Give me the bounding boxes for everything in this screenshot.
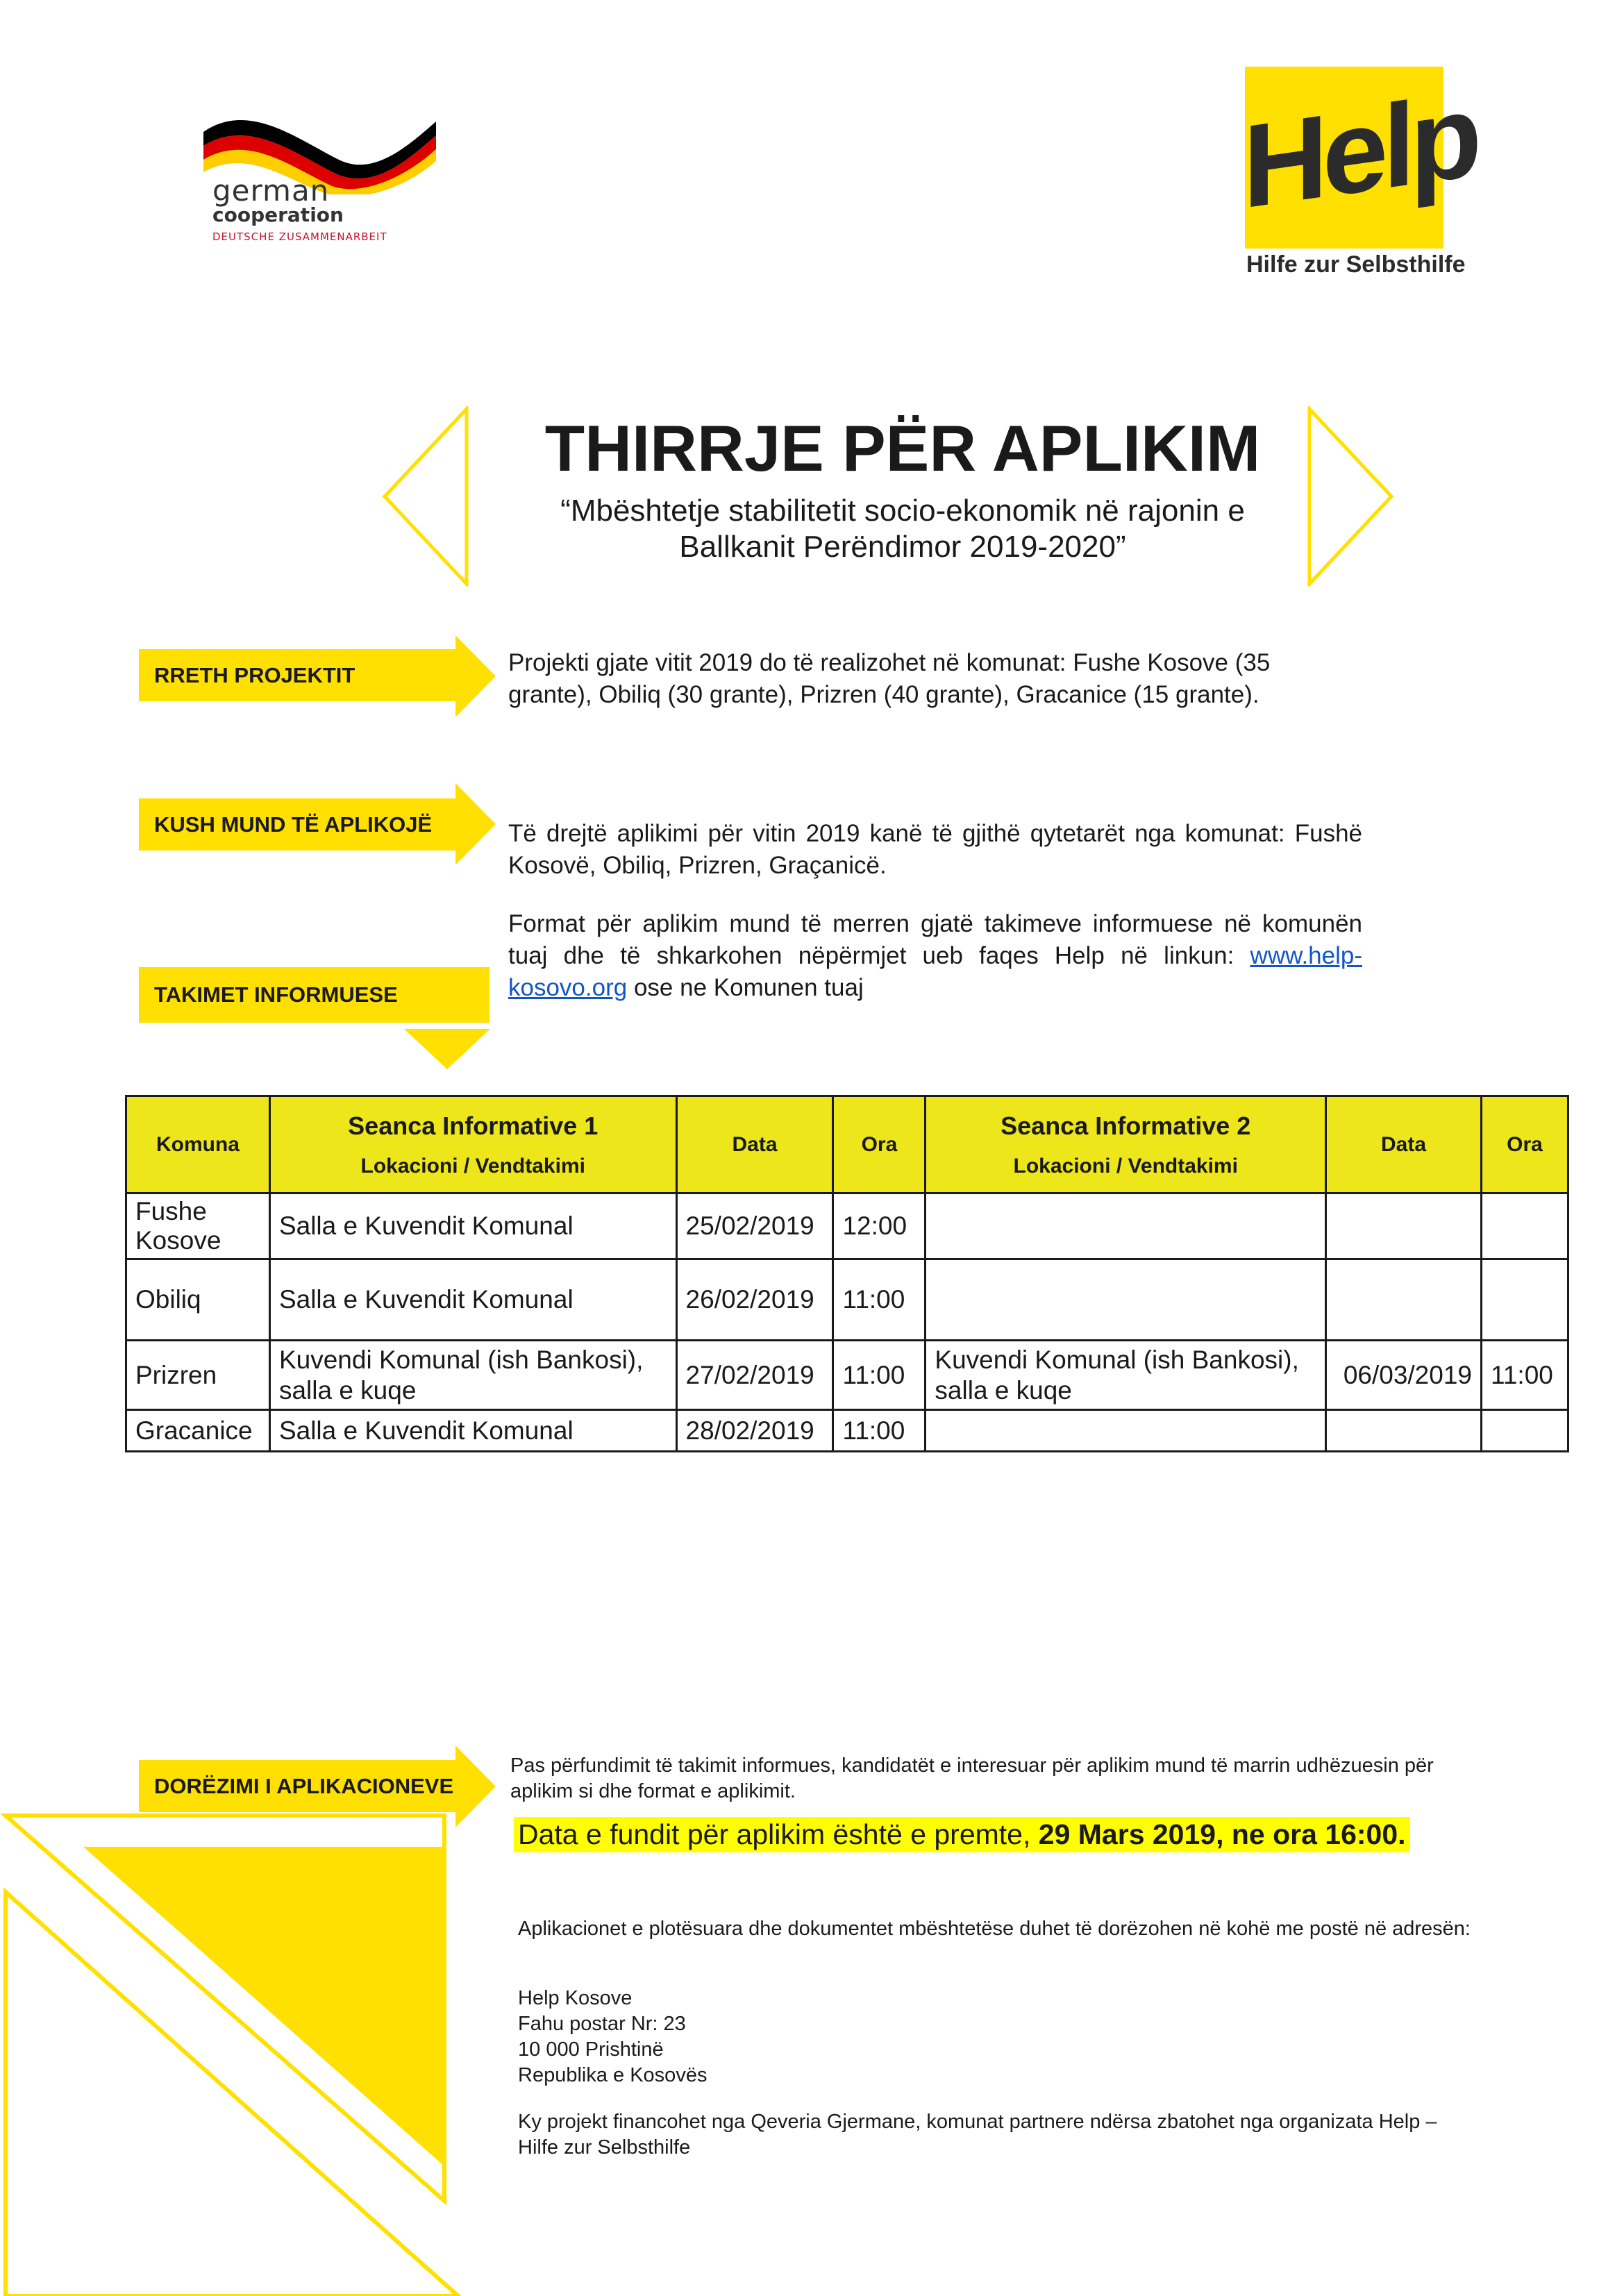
dorezimi-text: Pas përfundimit të takimit informues, kandidatët e interesuar për aplikim mund të marrin udhëzuesin për aplikim si dhe format e aplikimit.: [510, 1754, 1434, 1802]
cell-komuna: Gracanice: [126, 1410, 270, 1452]
cell-time-1: 11:00: [833, 1259, 926, 1341]
cell-date-1: 27/02/2019: [676, 1341, 833, 1410]
section-label-kush: [139, 798, 455, 850]
cell-location-1: Kuvendi Komunal (ish Bankosi), salla e kuqe: [269, 1341, 676, 1410]
cell-location-1: Salla e Kuvendit Komunal: [269, 1259, 676, 1341]
help-kosovo-link[interactable]: www.help-kosovo.org: [508, 942, 1362, 1001]
cell-komuna: Prizren: [126, 1341, 270, 1410]
cell-date-2: [1326, 1410, 1482, 1452]
header-session-2-title: Seanca Informative 2: [1001, 1111, 1251, 1140]
arrow-down-icon: [404, 1029, 490, 1071]
cell-time-1: 12:00: [833, 1193, 926, 1259]
page-subtitle: [389, 493, 1416, 565]
german-cooperation-logo-text: cooperation: [212, 203, 344, 226]
address-line: Help Kosove: [518, 1987, 633, 2009]
header-ora-2: Ora: [1482, 1096, 1568, 1193]
cell-date-1: 26/02/2019: [676, 1259, 833, 1341]
subtitle-line: Ballkanit Perëndimor 2019-2020”: [679, 530, 1126, 564]
deadline-text: Data e fundit për aplikim është e premte,: [518, 1818, 1039, 1850]
header-session-1: [269, 1096, 676, 1193]
cell-date-1: 28/02/2019: [676, 1410, 833, 1452]
arrow-right-icon: [455, 783, 497, 865]
cell-time-1: 11:00: [833, 1341, 926, 1410]
cell-date-2: 06/03/2019: [1326, 1341, 1482, 1410]
header-ora-1: Ora: [833, 1096, 926, 1193]
takimet-text-body: Format për aplikim mund të merren gjatë takimeve informuese në komunën tuaj dhe të shkarkohen nëpërmjet ueb faqes Help në linkun:: [508, 910, 1362, 969]
section-label-text: TAKIMET INFORMUESE: [154, 982, 398, 1007]
deadline-date: 29 Mars 2019, ne ora 16:00.: [1038, 1818, 1406, 1850]
address-line: Republika e Kosovës: [518, 2064, 708, 2086]
cell-komuna: Fushe Kosove: [126, 1193, 270, 1259]
cell-location-2: Kuvendi Komunal (ish Bankosi), salla e kuqe: [926, 1341, 1326, 1410]
cell-date-1: 25/02/2019: [676, 1193, 833, 1259]
cell-location-2: [926, 1259, 1326, 1341]
table-row: [126, 1259, 1568, 1341]
section-label-text: RRETH PROJEKTIT: [154, 662, 355, 687]
cell-time-2: 11:00: [1482, 1341, 1568, 1410]
table-row: [126, 1410, 1568, 1452]
section-label-text: KUSH MUND TË APLIKOJË: [154, 812, 433, 837]
rreth-text: [508, 647, 1362, 711]
help-logo-word: Help: [1243, 69, 1477, 234]
address-line: Fahu postar Nr: 23: [518, 2013, 686, 2035]
cell-time-1: 11:00: [833, 1410, 926, 1452]
subtitle-line: “Mbështetje stabilitetit socio-ekonomik në rajonin e: [560, 494, 1245, 528]
rreth-text-line: grante), Obiliq (30 grante), Prizren (40 grante), Gracanice (15 grante).: [508, 681, 1259, 708]
header-session-1-title: Seanca Informative 1: [348, 1111, 598, 1140]
section-label-text: DORËZIMI I APLIKACIONEVE: [154, 1773, 454, 1798]
takimet-text-tail: ose ne Komunen tuaj: [627, 974, 864, 1001]
footer-intro: Aplikacionet e plotësuara dhe dokumentet mbështetëse duhet të dorëzohen në kohë me postë në adresën:: [518, 1918, 1471, 1940]
cell-location-2: [926, 1410, 1326, 1452]
cell-location-1: Salla e Kuvendit Komunal: [269, 1410, 676, 1452]
table-row: [126, 1193, 1568, 1259]
deadline-highlight: [514, 1817, 1410, 1852]
footer-funding-note: Ky projekt financohet nga Qeveria Gjermane, komunat partnere ndërsa zbatohet nga organizata Help – Hilfe zur Selbsthilfe: [518, 2111, 1437, 2159]
address-block: [518, 1986, 1073, 2088]
table-header-row: [126, 1096, 1568, 1193]
cell-location-1: Salla e Kuvendit Komunal: [269, 1193, 676, 1259]
cell-time-2: [1482, 1193, 1568, 1259]
takimet-text: [508, 908, 1362, 1004]
cell-date-2: [1326, 1259, 1482, 1341]
table-row: [126, 1341, 1568, 1410]
cell-location-2: [926, 1193, 1326, 1259]
header-komuna: Komuna: [126, 1096, 270, 1193]
header-data-2: Data: [1326, 1096, 1482, 1193]
header-session-1-sub: Lokacioni / Vendtakimi: [360, 1154, 585, 1178]
header-data-1: Data: [676, 1096, 833, 1193]
arrow-right-icon: [455, 635, 497, 717]
schedule-table: [125, 1095, 1569, 1452]
german-cooperation-logo-text: german: [212, 174, 330, 208]
section-label-rreth: [139, 649, 455, 701]
cell-time-2: [1482, 1410, 1568, 1452]
header-session-2-sub: Lokacioni / Vendtakimi: [1013, 1154, 1238, 1178]
address-line: 10 000 Prishtinë: [518, 2038, 664, 2061]
cell-komuna: Obiliq: [126, 1259, 270, 1341]
decorative-triangles-icon: [0, 1791, 472, 2296]
cell-date-2: [1326, 1193, 1482, 1259]
rreth-text-line: Projekti gjate vitit 2019 do të realizohet në komunat: Fushe Kosove (35: [508, 649, 1271, 676]
kush-text: Të drejtë aplikimi për vitin 2019 kanë të gjithë qytetarët nga komunat: Fushë Kosovë, Obiliq, Prizren, Graçanicë.: [508, 820, 1362, 879]
cell-time-2: [1482, 1259, 1568, 1341]
header-session-2: [926, 1096, 1326, 1193]
section-label-takimet: [139, 967, 489, 1023]
help-logo-subtitle: Hilfe zur Selbsthilfe: [1246, 251, 1466, 278]
german-cooperation-logo-subtext: DEUTSCHE ZUSAMMENARBEIT: [212, 231, 387, 243]
page-title: THIRRJE PËR APLIKIM: [544, 412, 1261, 485]
